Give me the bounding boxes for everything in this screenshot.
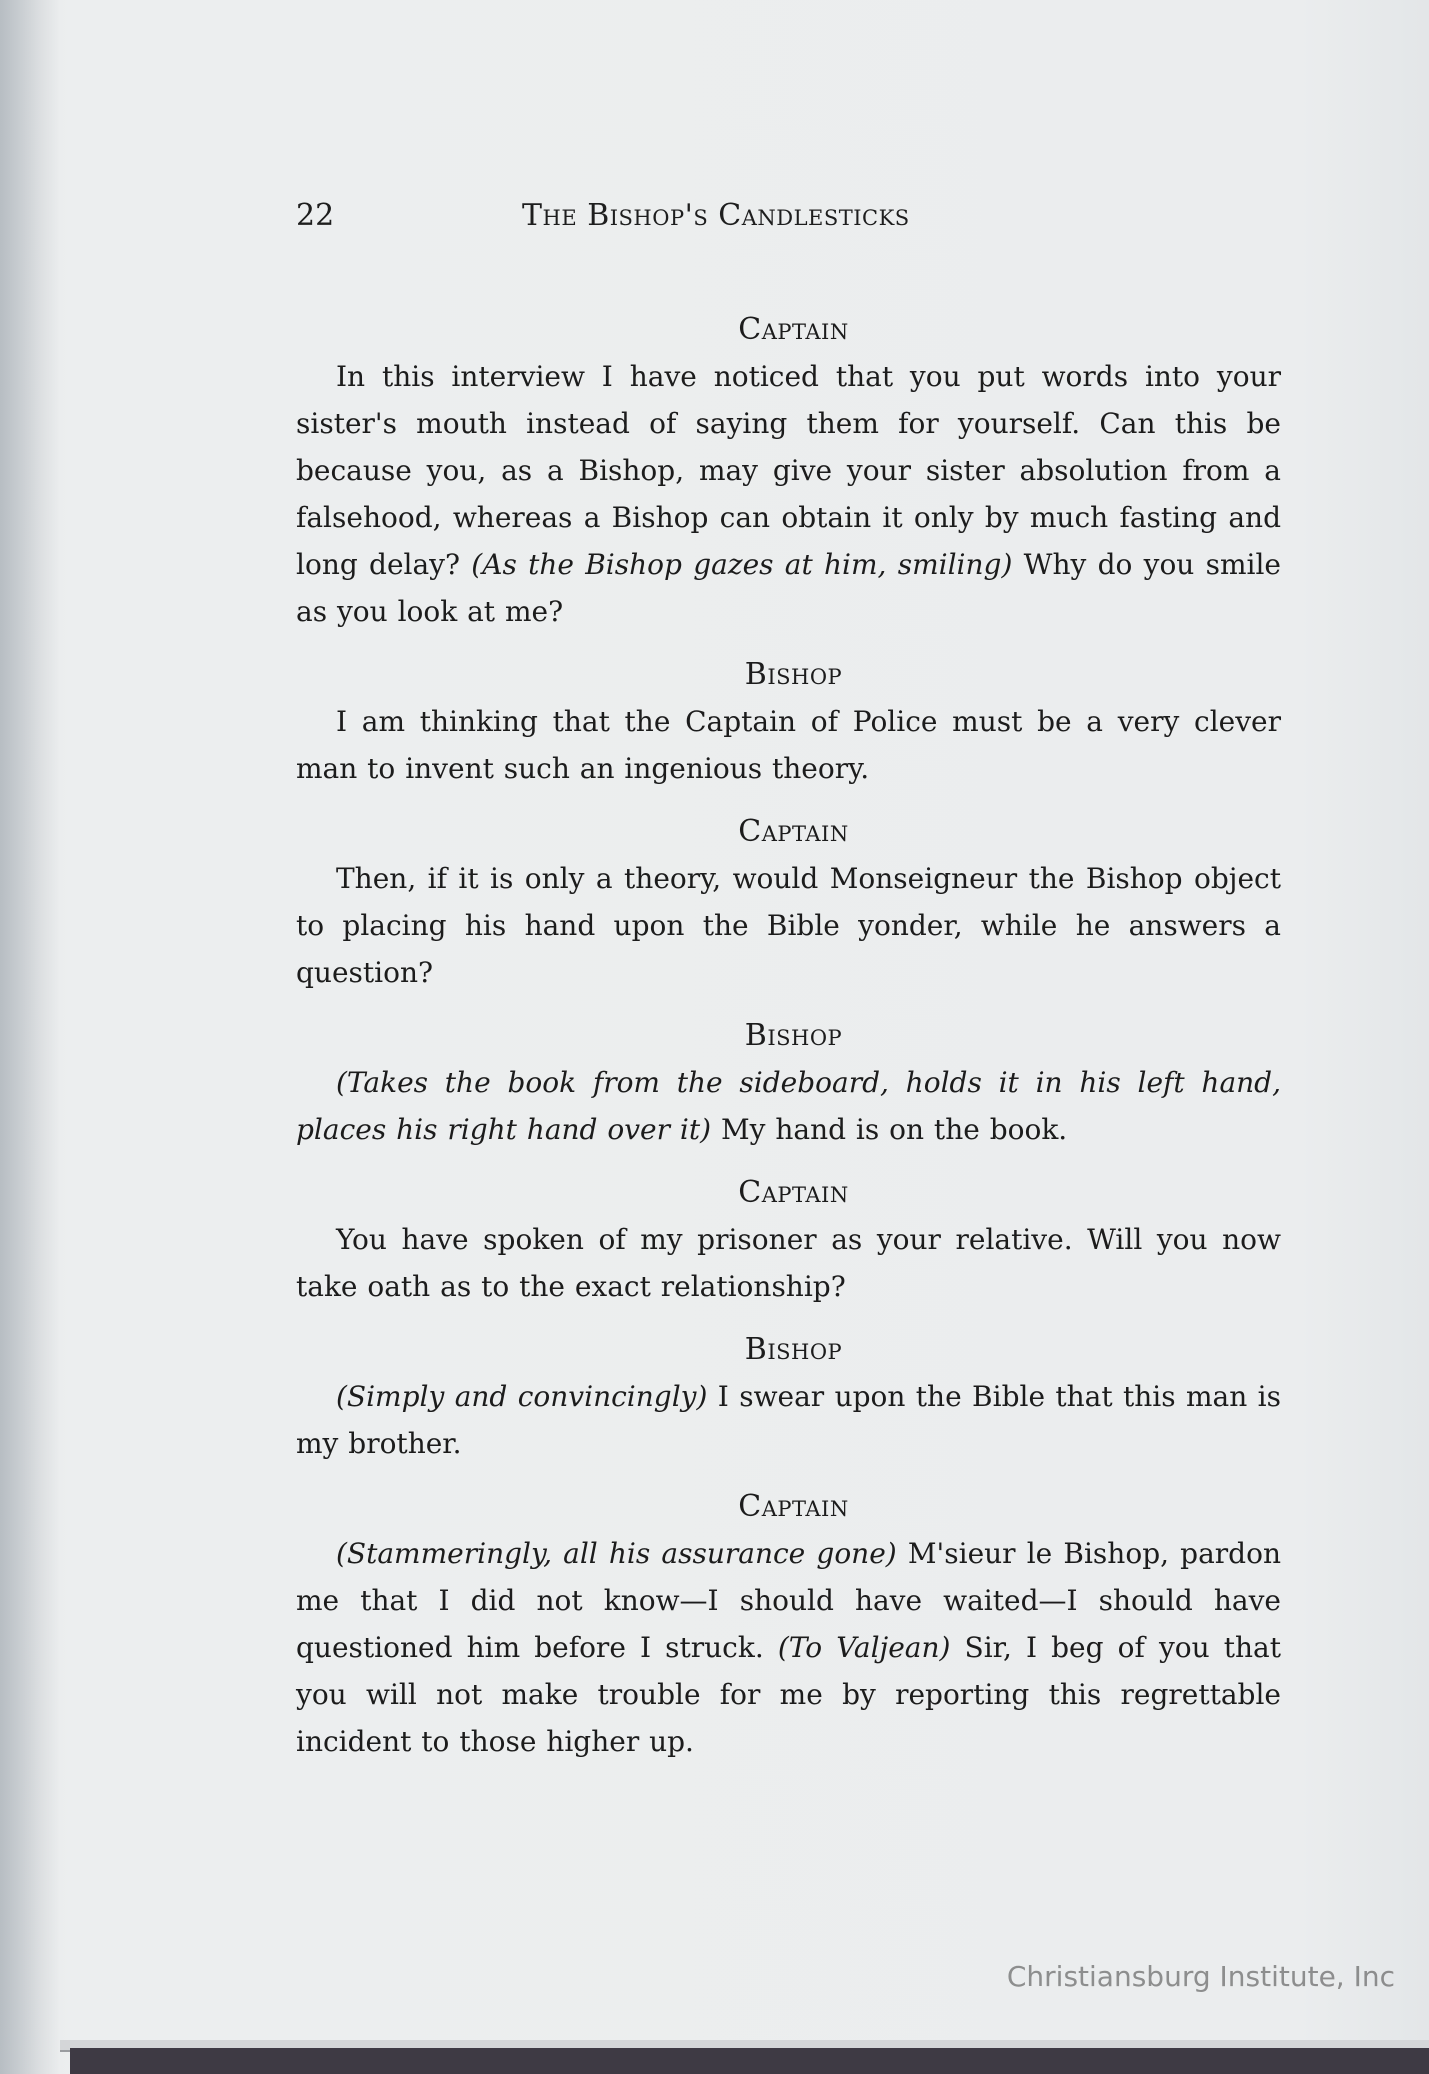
speech-paragraph [296, 1059, 1281, 1153]
speech-text: You have spoken of my prisoner as your relative. Will you now take oath as to the exact relationship? [296, 1223, 1281, 1303]
running-head [296, 198, 1276, 248]
speech-text: Then, if it is only a theory, would Monseigneur the Bishop object to placing his hand upon the Bible yonder, while he answers a question? [296, 862, 1281, 989]
speaker-name: Captain [738, 1489, 849, 1524]
speech-text: Sir, I beg of you that you will not make trouble for me by reporting this regrettable incident to those higher up. [296, 1631, 1282, 1758]
speaker-name: Bishop [744, 657, 843, 692]
speaker-name: Captain [738, 814, 849, 849]
speech-paragraph [296, 353, 1281, 635]
book-title: The Bishop's Candlesticks [522, 198, 910, 233]
speech-text: M'sieur le Bishop, pardon me that I did not know—I should have waited—I should have questioned him before I struck. [296, 1537, 1281, 1664]
speech-paragraph [296, 1373, 1281, 1467]
speech-text: I swear upon the Bible that this man is my brother. [296, 1380, 1281, 1460]
speech-text: In this interview I have noticed that you put words into your sister's mouth instead of saying them for yourself. Can this be because you, as a Bishop, may give your sister absolution from a falsehood, whereas a Bishop can obtain it only by much fasting and long delay? [296, 360, 1281, 581]
speech-text: My hand is on the book. [711, 1113, 1068, 1146]
gutter-shadow [0, 0, 60, 2074]
speaker-name: Bishop [744, 1018, 843, 1053]
speech-paragraph [296, 1216, 1281, 1310]
stage-direction: (Simply and convincingly) [336, 1380, 708, 1413]
speaker-name: Captain [738, 312, 849, 347]
dialogue-text [296, 306, 1281, 1781]
stage-direction: (Takes the book from the sideboard, holds it in his left hand, places his right hand over it) [296, 1066, 1281, 1146]
book-cover-edge [70, 2048, 1429, 2074]
stage-direction: (Stammeringly, all his assurance gone) [336, 1537, 897, 1570]
speech-paragraph [296, 855, 1281, 996]
stage-direction: (As the Bishop gazes at him, smiling) [471, 548, 1013, 581]
watermark: Christiansburg Institute, Inc [1006, 1960, 1395, 1993]
speech-text: Why do you smile as you look at me? [296, 548, 1282, 628]
speech-text: I am thinking that the Captain of Police must be a very clever man to invent such an ingenious theory. [296, 705, 1281, 785]
speaker-name: Captain [738, 1175, 849, 1210]
speaker-name: Bishop [744, 1332, 843, 1367]
stage-direction: (To Valjean) [777, 1631, 951, 1664]
speech-paragraph [296, 1530, 1281, 1765]
speech-paragraph [296, 698, 1281, 792]
page-number: 22 [296, 198, 335, 233]
